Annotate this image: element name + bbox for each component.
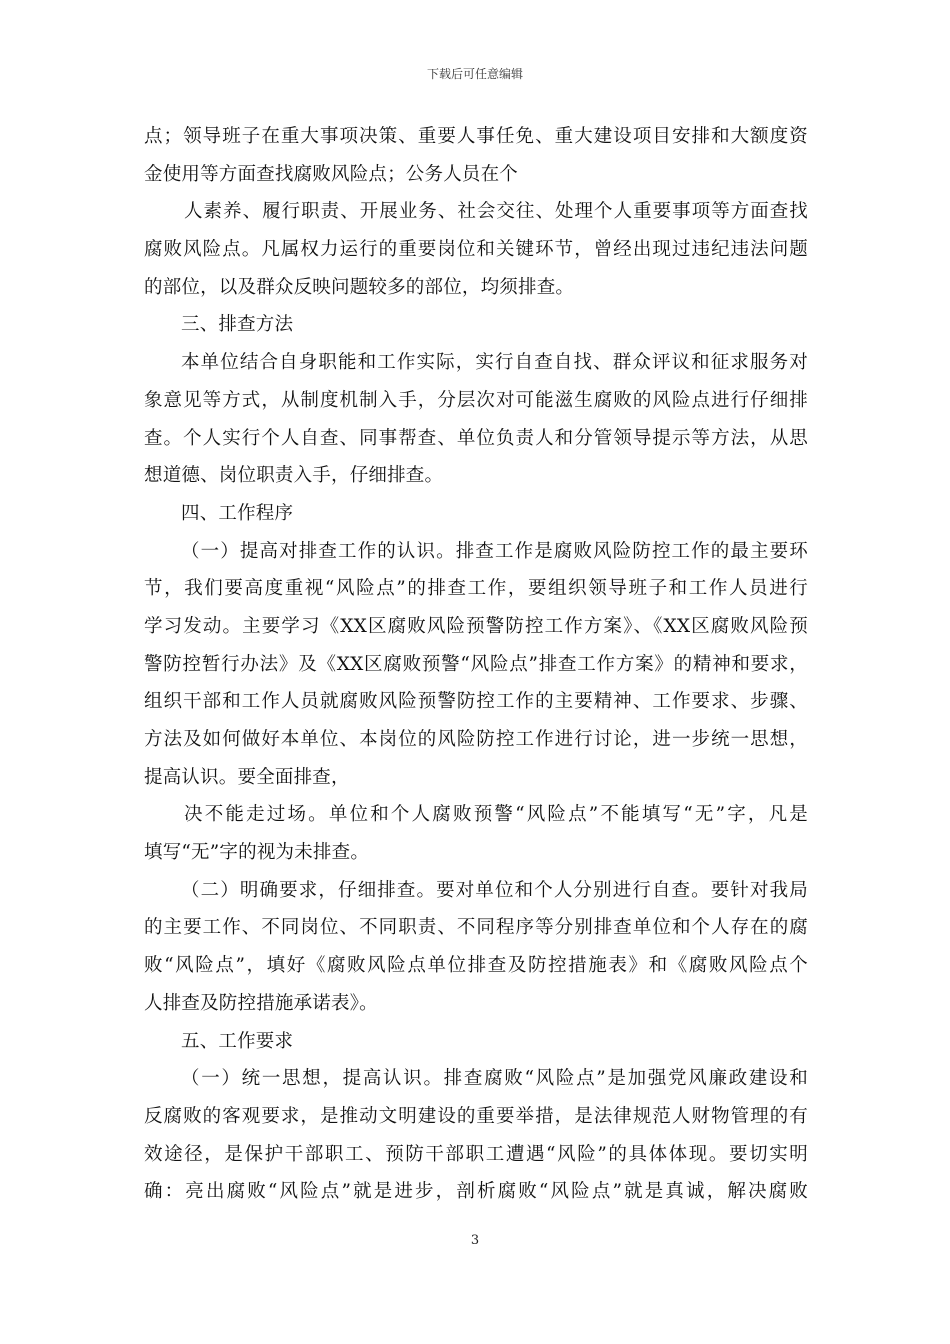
text-line: 败“风险点”，填好《腐败风险点单位排查及防控措施表》和《腐败风险点个 — [144, 955, 808, 977]
section-heading: 三、排查方法 — [181, 314, 294, 336]
text-line: 腐败风险点。凡属权力运行的重要岗位和关键环节，曾经出现过违纪违法问题 — [144, 239, 808, 261]
text-line: （一）统一思想，提高认识。排查腐败“风险点”是加强党风廉政建设和 — [181, 1068, 808, 1090]
text-line: （二）明确要求，仔细排查。要对单位和个人分别进行自查。要针对我局 — [181, 879, 808, 901]
text-line: 的主要工作、不同岗位、不同职责、不同程序等分别排查单位和个人存在的腐 — [144, 917, 808, 939]
text-line: 节，我们要高度重视“风险点”的排查工作，要组织领导班子和工作人员进行 — [144, 578, 808, 600]
page-number: 3 — [470, 1233, 480, 1248]
text-line: 查。个人实行个人自查、同事帮查、单位负责人和分管领导提示等方法，从思 — [144, 427, 808, 449]
text-line: 警防控暂行办法》及《XX区腐败预警“风险点”排查工作方案》的精神和要求， — [144, 653, 808, 675]
text-line: 反腐败的客观要求，是推动文明建设的重要举措，是法律规范人财物管理的有 — [144, 1105, 808, 1127]
text-line: 人素养、履行职责、开展业务、社会交往、处理个人重要事项等方面查找 — [184, 201, 808, 223]
document-body — [144, 118, 808, 1211]
text-line: 组织干部和工作人员就腐败风险预警防控工作的主要精神、工作要求、步骤、 — [144, 691, 808, 713]
page-header: 下载后可任意编辑 — [426, 67, 523, 81]
text-line: 提高认识。要全面排查， — [144, 766, 350, 788]
text-line: 方法及如何做好本单位、本岗位的风险防控工作进行讨论，进一步统一思想， — [144, 729, 808, 750]
text-line: 效途径，是保护干部职工、预防干部职工遭遇“风险”的具体体现。要切实明 — [144, 1143, 808, 1165]
section-heading: 四、工作程序 — [181, 502, 294, 524]
text-line: 学习发动。主要学习《XX区腐败风险预警防控工作方案》、《XX区腐败风险预 — [144, 615, 808, 637]
text-line: 的部位，以及群众反映问题较多的部位，均须排查。 — [144, 276, 575, 298]
text-line: 人排查及防控措施承诺表》。 — [144, 992, 378, 1014]
text-line: 填写“无”字的视为未排查。 — [144, 842, 370, 864]
text-line: 确：亮出腐败“风险点”就是进步，剖析腐败“风险点”就是真诚，解决腐败 — [144, 1181, 808, 1203]
text-line: 想道德、岗位职责入手，仔细排查。 — [144, 465, 444, 487]
text-line: 点；领导班子在重大事项决策、重要人事任免、重大建设项目安排和大额度资 — [144, 126, 808, 147]
section-heading: 五、工作要求 — [181, 1030, 294, 1052]
text-line: 本单位结合自身职能和工作实际，实行自查自找、群众评议和征求服务对 — [181, 352, 808, 374]
text-line: 金使用等方面查找腐败风险点；公务人员在个 — [144, 163, 519, 185]
text-line: 象意见等方式，从制度机制入手，分层次对可能滋生腐败的风险点进行仔细排 — [144, 389, 808, 411]
text-line: （一）提高对排查工作的认识。排查工作是腐败风险防控工作的最主要环 — [181, 540, 808, 562]
text-line: 决不能走过场。单位和个人腐败预警“风险点”不能填写“无”字，凡是 — [184, 804, 808, 826]
